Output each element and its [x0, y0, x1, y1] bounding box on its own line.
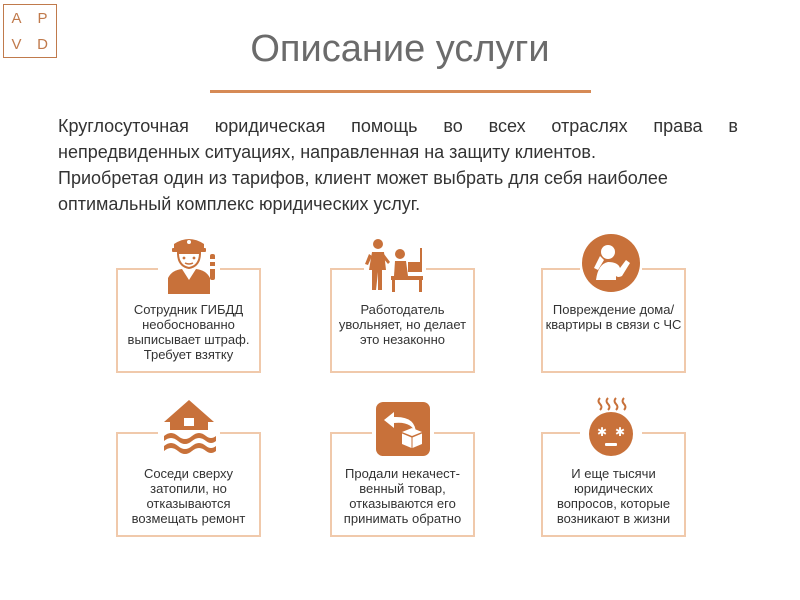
- logo-letter-d: D: [37, 35, 49, 53]
- card-text: Работодатель увольняет, но делает это незаконно: [338, 302, 467, 347]
- page-title: Описание услуги: [250, 28, 550, 70]
- logo-letter-p: P: [37, 9, 49, 27]
- svg-text:✱: ✱: [596, 425, 608, 439]
- description-line-1: Круглосуточная юридическая помощь во всех отраслях права в: [58, 116, 738, 136]
- card-text: И еще тысячи юридических вопросов, которые возникают в жизни: [556, 466, 671, 526]
- employer-office-icon: [364, 232, 426, 294]
- card-text: Повреждение дома/квартиры в связи с ЧС: [545, 302, 682, 332]
- svg-text:✱: ✱: [614, 425, 626, 439]
- logo-letter-v: V: [11, 35, 23, 53]
- card-text: Сотрудник ГИБДД необоснованно выписывает штраф. Требует взятку: [127, 302, 250, 362]
- logo-letter-a: A: [11, 9, 23, 27]
- description-line-2: непредвиденных ситуациях, направленная на защиту клиентов.: [58, 142, 596, 162]
- traffic-police-officer-icon: [158, 232, 220, 294]
- service-description: [58, 113, 738, 217]
- title-underline: [210, 90, 591, 93]
- stressed-face-icon: [580, 396, 642, 458]
- flooded-house-icon: [158, 396, 220, 458]
- card-text: Соседи сверху затопили, но отказываются возмещать ремонт: [131, 466, 246, 526]
- card-text: Продали некачест-венный товар, отказываются его принимать обратно: [343, 466, 462, 526]
- description-line-4: оптимальный комплекс юридических услуг.: [58, 194, 421, 214]
- return-package-icon: [372, 398, 434, 460]
- description-line-3: Приобретая один из тарифов, клиент может выбрать для себя наиболее: [58, 168, 668, 188]
- distressed-person-icon: [580, 232, 642, 294]
